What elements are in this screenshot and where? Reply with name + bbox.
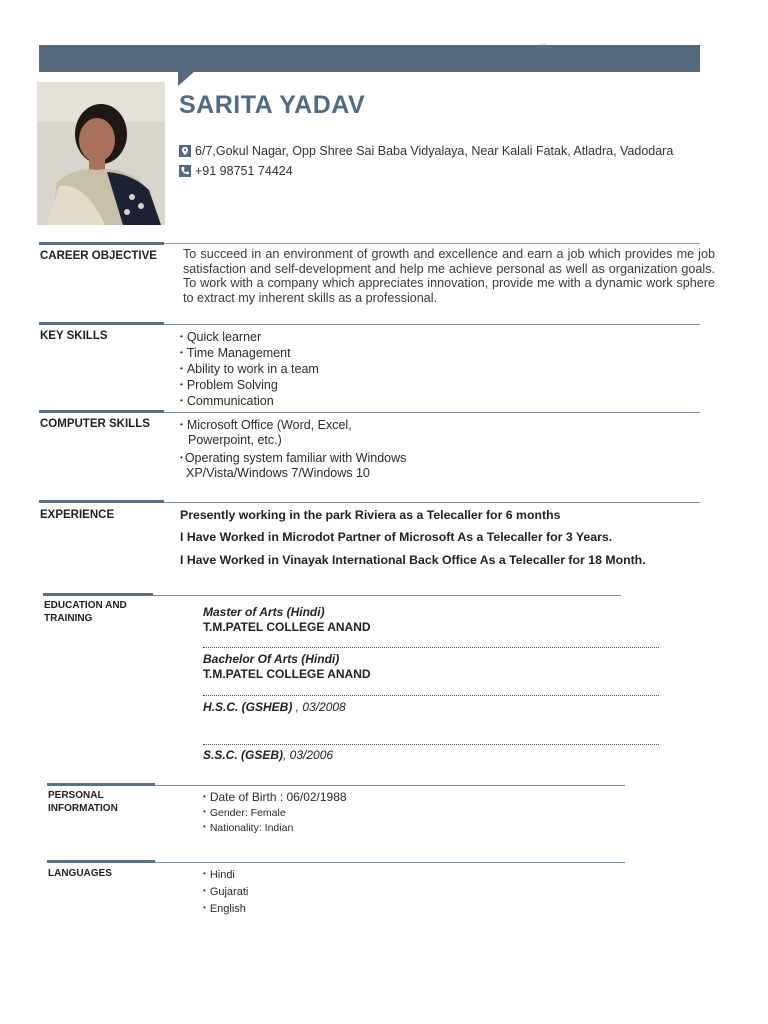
education-date: , 03/2006 — [283, 748, 334, 762]
experience-title: EXPERIENCE — [40, 509, 115, 521]
header-bar — [39, 45, 700, 72]
career-objective-text: To succeed in an environment of growth and excellence and earn a job which provides me job satisfaction and self-development and help me achieve personal as well as organization goals. To work with a company which appreciates innovation, provide me with a dynamic work sphere to extract my inherent skills as a professional. — [183, 247, 715, 305]
education-degree: S.S.C. (GSEB), 03/2006 — [203, 748, 334, 762]
list-item: • Ability to work in a team — [180, 361, 319, 377]
phone-text: +91 98751 74424 — [195, 164, 293, 178]
education-degree: Master of Arts (Hindi) — [203, 605, 325, 619]
list-item: • Microsoft Office (Word, Excel, Powerpoint, etc.) — [180, 418, 352, 447]
location-pin-icon — [179, 145, 191, 157]
section-rule — [43, 593, 153, 596]
section-rule — [164, 243, 700, 244]
section-rule — [47, 860, 155, 863]
languages-list — [203, 866, 248, 917]
list-item: • Date of Birth : 06/02/1988 — [203, 789, 347, 805]
list-item: • Gender: Female — [203, 805, 347, 820]
phone-line — [179, 164, 293, 178]
section-rule — [39, 242, 164, 245]
experience-item: I Have Worked in Vinayak International Back Office As a Telecaller for 18 Month. — [180, 553, 646, 567]
list-item: • Problem Solving — [180, 377, 319, 393]
section-rule — [39, 322, 164, 325]
languages-title: LANGUAGES — [48, 868, 112, 879]
header-notch — [178, 72, 194, 86]
education-date: , 03/2008 — [292, 700, 346, 714]
list-item: • Quick learner — [180, 329, 319, 345]
section-rule — [164, 324, 700, 325]
education-school: T.M.PATEL COLLEGE ANAND — [203, 620, 371, 634]
candidate-name: SARITA YADAV — [179, 91, 366, 119]
personal-info-list — [203, 789, 347, 835]
section-rule — [155, 785, 625, 786]
chevron-down-icon: ⌄ — [540, 38, 548, 48]
education-degree: Bachelor Of Arts (Hindi) — [203, 652, 340, 666]
list-item: • English — [203, 900, 248, 917]
phone-icon — [179, 165, 191, 177]
dotted-divider — [203, 695, 659, 696]
career-objective-title: CAREER OBJECTIVE — [40, 250, 157, 262]
dotted-divider — [203, 744, 659, 745]
address-text: 6/7,Gokul Nagar, Opp Shree Sai Baba Vidyalaya, Near Kalali Fatak, Atladra, Vadodara — [195, 144, 674, 158]
profile-photo — [37, 82, 165, 225]
list-item: • Hindi — [203, 866, 248, 883]
key-skills-title: KEY SKILLS — [40, 330, 108, 342]
list-item: • Gujarati — [203, 883, 248, 900]
section-rule — [155, 862, 625, 863]
personal-info-title: PERSONAL INFORMATION — [48, 790, 118, 814]
section-rule — [47, 783, 155, 786]
computer-skills-list — [180, 417, 406, 481]
section-rule — [164, 502, 700, 503]
section-rule — [39, 410, 164, 413]
section-rule — [164, 412, 700, 413]
section-rule — [39, 500, 164, 503]
list-item: • Nationality: Indian — [203, 820, 347, 835]
dotted-divider — [203, 647, 659, 648]
list-item: • Operating system familiar with Windows XP/Vista/Windows 7/Windows 10 — [180, 451, 407, 480]
list-item: • Communication — [180, 393, 319, 409]
experience-item: Presently working in the park Riviera as a Telecaller for 6 months — [180, 508, 561, 522]
list-item: • Time Management — [180, 345, 319, 361]
experience-item: I Have Worked in Microdot Partner of Microsoft As a Telecaller for 3 Years. — [180, 530, 613, 544]
education-school: T.M.PATEL COLLEGE ANAND — [203, 667, 371, 681]
education-title: EDUCATION AND TRAINING — [44, 600, 127, 624]
section-rule — [153, 595, 621, 596]
key-skills-list — [180, 329, 319, 409]
computer-skills-title: COMPUTER SKILLS — [40, 418, 150, 430]
address-line — [179, 144, 673, 158]
education-degree: H.S.C. (GSHEB) , 03/2008 — [203, 700, 346, 714]
